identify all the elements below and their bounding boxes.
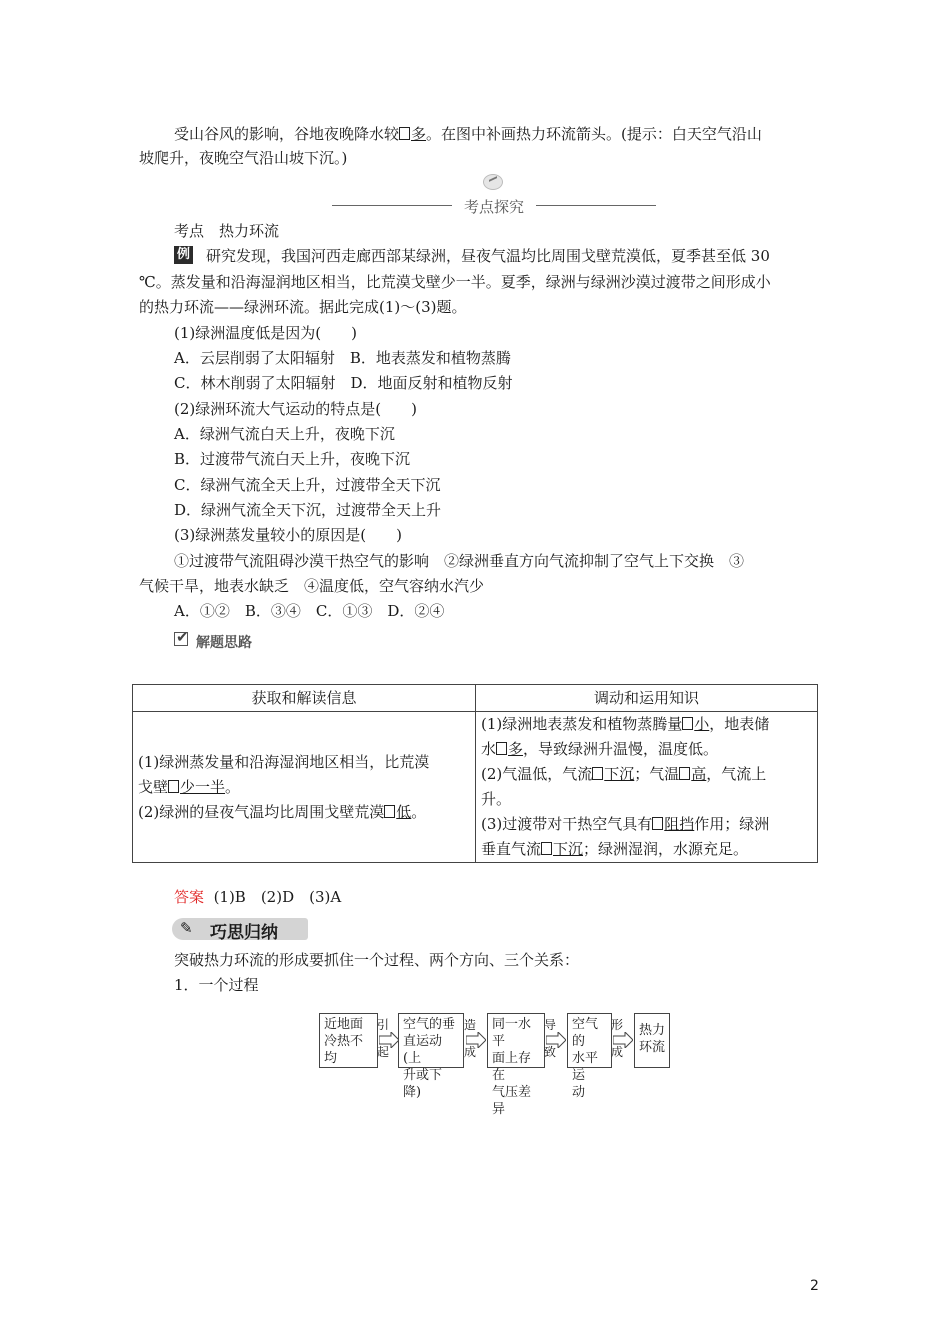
example-badge: 例 xyxy=(174,246,193,264)
blank-answer: 少一半 xyxy=(180,777,226,796)
summary-badge-label: 巧思归纳 xyxy=(210,923,278,943)
blank-box-icon xyxy=(592,767,603,780)
blank-answer: 多 xyxy=(508,740,524,758)
blank-box-icon xyxy=(679,767,690,780)
answer-label: 答案 xyxy=(174,888,205,906)
question-3-options: A．①② B．③④ C．①③ D．②④ xyxy=(174,602,445,620)
intro-line-2: 坡爬升，夜晚空气沿山坡下沉。) xyxy=(139,149,348,167)
blank-answer: 下沉 xyxy=(553,840,584,858)
blank-answer: 小 xyxy=(694,715,710,733)
cell-line: 升。 xyxy=(481,790,512,808)
question-2-option: B．过渡带气流白天上升，夜晚下沉 xyxy=(174,450,411,468)
example-line: 的热力环流——绿洲环流。据此完成(1)～(3)题。 xyxy=(139,298,467,316)
question-2-option: C．绿洲气流全天上升，过渡带全天下沉 xyxy=(174,476,441,494)
answer-line xyxy=(174,887,341,907)
blank-box-icon xyxy=(652,817,663,830)
blank-box-icon xyxy=(384,805,395,818)
intro-text: 。在图中补画热力环流箭头。(提示：白天空气沿山 xyxy=(426,125,762,143)
question-2-option: A．绿洲气流白天上升，夜晚下沉 xyxy=(174,425,395,443)
table-header: 获取和解读信息 xyxy=(133,685,476,712)
flow-arrow-label: 导 xyxy=(543,1018,556,1032)
example-line: ℃。蒸发量和沿海湿润地区相当，比荒漠戈壁少一半。夏季，绿洲与绿洲沙漠过渡带之间形成小 xyxy=(139,273,771,291)
question-2-option: D．绿洲气流全天下沉，过渡带全天上升 xyxy=(174,501,442,519)
table-cell-knowledge xyxy=(476,712,818,863)
table-cell-info xyxy=(133,712,476,863)
question-1-stem: (1)绿洲温度低是因为( ) xyxy=(174,324,357,342)
blank-box-icon xyxy=(399,127,410,140)
cell-line: 戈壁 少一半。 xyxy=(138,777,241,796)
flow-step-box: 空气的垂 直运动(上 升或下降) xyxy=(398,1013,464,1068)
cell-line: (2)绿洲的昼夜气温均比周围戈壁荒漠 低。 xyxy=(138,802,427,821)
question-3-statements: 气候干旱，地表水缺乏 ④温度低，空气容纳水汽少 xyxy=(139,577,485,595)
flow-arrow-label: 造 xyxy=(463,1018,476,1032)
intro-blank-answer: 多 xyxy=(411,125,427,143)
analysis-table xyxy=(132,684,818,863)
cell-line: (1)绿洲蒸发量和沿海湿润地区相当，比荒漠 xyxy=(138,752,430,771)
blank-answer: 低 xyxy=(396,802,412,821)
topic-heading: 考点 热力环流 xyxy=(174,222,280,240)
solution-label: 解题思路 xyxy=(196,635,252,651)
question-3-stem: (3)绿洲蒸发量较小的原因是( ) xyxy=(174,526,402,544)
cell-line: (2)气温低，气流 下沉；气温 高，气流上 xyxy=(481,765,767,783)
divider xyxy=(536,205,656,206)
blank-box-icon xyxy=(168,780,179,793)
summary-line: 突破热力环流的形成要抓住一个过程、两个方向、三个关系： xyxy=(174,951,580,969)
flow-arrow-label: 致 xyxy=(543,1045,556,1059)
cell-line: (3)过渡带对干热空气具有 阻挡作用；绿洲 xyxy=(481,815,770,833)
intro-line-1 xyxy=(174,124,762,144)
summary-badge xyxy=(172,916,308,942)
table-header: 调动和运用知识 xyxy=(476,685,818,712)
question-3-statements: ①过渡带气流阻碍沙漠干热空气的影响 ②绿洲垂直方向气流抑制了空气上下交换 ③ xyxy=(174,552,745,570)
cell-line: (1)绿洲地表蒸发和植物蒸腾量 小，地表储 xyxy=(481,715,770,733)
question-2-stem: (2)绿洲环流大气运动的特点是( ) xyxy=(174,400,417,418)
answer-text: (1)B (2)D (3)A xyxy=(213,888,342,906)
blank-box-icon xyxy=(541,842,552,855)
blank-box-icon xyxy=(682,717,693,730)
example-line: 研究发现，我国河西走廊西部某绿洲，昼夜气温均比周围戈壁荒漠低，夏季甚至低 30 xyxy=(206,247,770,265)
section-title: 考点探究 xyxy=(463,198,524,216)
section-icon xyxy=(483,174,503,190)
flow-arrow-label: 形 xyxy=(610,1018,623,1032)
cell-line: 垂直气流 下沉；绿洲湿润，水源充足。 xyxy=(481,840,749,858)
flow-step-box: 同一水平 面上存在 气压差异 xyxy=(487,1013,545,1068)
blank-answer: 阻挡 xyxy=(664,815,695,833)
summary-subheading: 1．一个过程 xyxy=(174,976,259,994)
blank-box-icon xyxy=(496,742,507,755)
flow-step-box: 近地面 冷热不 均 xyxy=(319,1013,378,1068)
blank-answer: 高 xyxy=(691,765,707,783)
checkbox-icon xyxy=(174,632,188,646)
blank-answer: 下沉 xyxy=(604,765,635,783)
flow-step-box: 空气的 水平运 动 xyxy=(567,1013,612,1068)
question-1-options: C．林木削弱了太阳辐射 D．地面反射和植物反射 xyxy=(174,374,513,392)
page-number: 2 xyxy=(810,1278,819,1294)
question-1-options: A．云层削弱了太阳辐射 B．地表蒸发和植物蒸腾 xyxy=(174,349,511,367)
divider xyxy=(332,205,452,206)
intro-text: 受山谷风的影响，谷地夜晚降水较 xyxy=(174,125,400,143)
flow-arrow-label: 成 xyxy=(610,1045,623,1059)
flow-step-box: 热力 环流 xyxy=(634,1013,670,1068)
section-heading xyxy=(332,196,656,216)
flow-arrow-label: 成 xyxy=(463,1045,476,1059)
flow-arrow-label: 引 xyxy=(376,1018,389,1032)
pencil-note-icon: ✎ xyxy=(180,919,193,937)
cell-line: 水 多，导致绿洲升温慢，温度低。 xyxy=(481,740,719,758)
flow-arrow-label: 起 xyxy=(376,1045,389,1059)
